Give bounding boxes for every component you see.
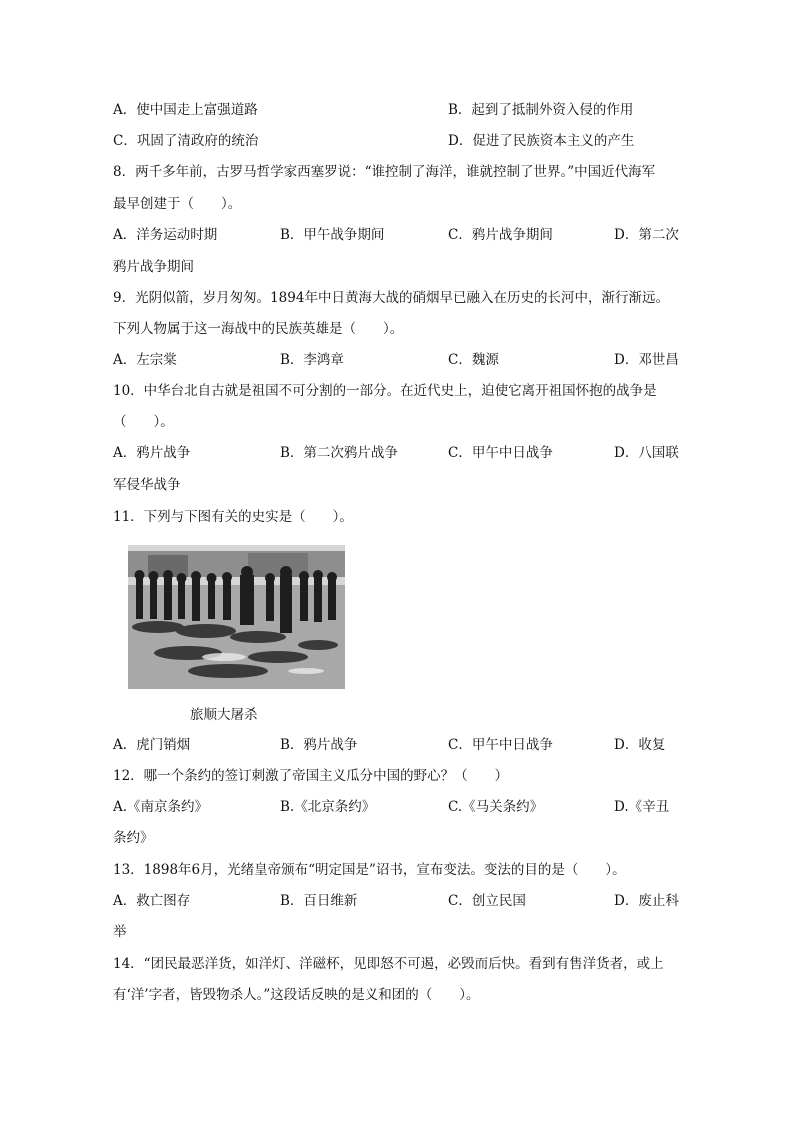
photo-illustration	[128, 545, 345, 689]
q12-option-b: B.《北京条约》	[280, 799, 376, 815]
q13-option-b: B．百日维新	[280, 893, 358, 909]
q11-option-a: A．虎门销烟	[113, 737, 191, 753]
massacre-photo	[128, 545, 345, 689]
q11-stem-line1: 11．下列与下图有关的史实是（ ）。	[113, 509, 353, 525]
q11-option-c: C．甲午中日战争	[448, 737, 553, 753]
q12-option-d-cont: 条约》	[113, 830, 154, 846]
q13-option-c: C．创立民国	[448, 893, 526, 909]
q9-stem-line1: 9．光阴似箭，岁月匆匆。1894年中日黄海大战的硝烟早已融入在历史的长河中，渐行渐远。	[113, 290, 669, 306]
q12-option-d: D.《辛丑	[614, 799, 670, 815]
q8-option-a: A．洋务运动时期	[113, 227, 218, 243]
q7-option-c: C．巩固了清政府的统治	[113, 133, 259, 149]
q11-option-b: B．鸦片战争	[280, 737, 358, 753]
q7-option-a: A．使中国走上富强道路	[113, 102, 258, 118]
q13-option-a: A．救亡图存	[113, 893, 191, 909]
photo-caption: 旅顺大屠杀	[190, 707, 258, 723]
q13-option-d-cont: 举	[113, 924, 127, 940]
q10-option-c: C．甲午中日战争	[448, 445, 553, 461]
q8-option-c: C．鸦片战争期间	[448, 227, 553, 243]
q9-option-b: B．李鸿章	[280, 352, 344, 368]
q8-option-d: D．第二次	[614, 227, 679, 243]
q8-stem-line1: 8．两千多年前，古罗马哲学家西塞罗说：“谁控制了海洋，谁就控制了世界。”中国近代海军	[113, 164, 656, 180]
q9-option-d: D．邓世昌	[614, 352, 679, 368]
q11-option-d: D．收复	[614, 737, 666, 753]
q10-stem-line1: 10．中华台北自古就是祖国不可分割的一部分。在近代史上，迫使它离开祖国怀抱的战争是	[113, 383, 657, 399]
q10-option-d-cont: 军侵华战争	[113, 477, 181, 493]
q13-option-d: D．废止科	[614, 893, 679, 909]
q7-option-d: D．促进了民族资本主义的产生	[448, 133, 635, 149]
q12-stem-line1: 12．哪一个条约的签订刺激了帝国主义瓜分中国的野心？（ ）	[113, 768, 509, 784]
q10-option-d: D．八国联	[614, 445, 679, 461]
q9-option-a: A．左宗棠	[113, 352, 177, 368]
q10-option-a: A．鸦片战争	[113, 445, 191, 461]
q13-stem-line1: 13．1898年6月，光绪皇帝颁布“明定国是”诏书，宣布变法。变法的目的是（ ）。	[113, 862, 626, 878]
q10-option-b: B．第二次鸦片战争	[280, 445, 398, 461]
q8-option-b: B．甲午战争期间	[280, 227, 385, 243]
q12-option-a: A.《南京条约》	[113, 799, 209, 815]
q10-stem-line2: （ ）。	[113, 414, 174, 430]
q7-option-b: B．起到了抵制外资入侵的作用	[448, 102, 634, 118]
q8-stem-line2: 最早创建于（ ）。	[113, 196, 242, 212]
q8-option-d-cont: 鸦片战争期间	[113, 259, 194, 275]
q9-stem-line2: 下列人物属于这一海战中的民族英雄是（ ）。	[113, 321, 404, 337]
q12-option-c: C.《马关条约》	[448, 799, 544, 815]
q9-option-c: C．魏源	[448, 352, 499, 368]
q14-stem-line2: 有‘洋’字者，皆毁物杀人。”这段话反映的是义和团的（ ）。	[113, 987, 480, 1003]
q14-stem-line1: 14．“团民最恶洋货，如洋灯、洋磁杯，见即怒不可遏，必毁而后快。看到有售洋货者，或上	[113, 956, 664, 972]
